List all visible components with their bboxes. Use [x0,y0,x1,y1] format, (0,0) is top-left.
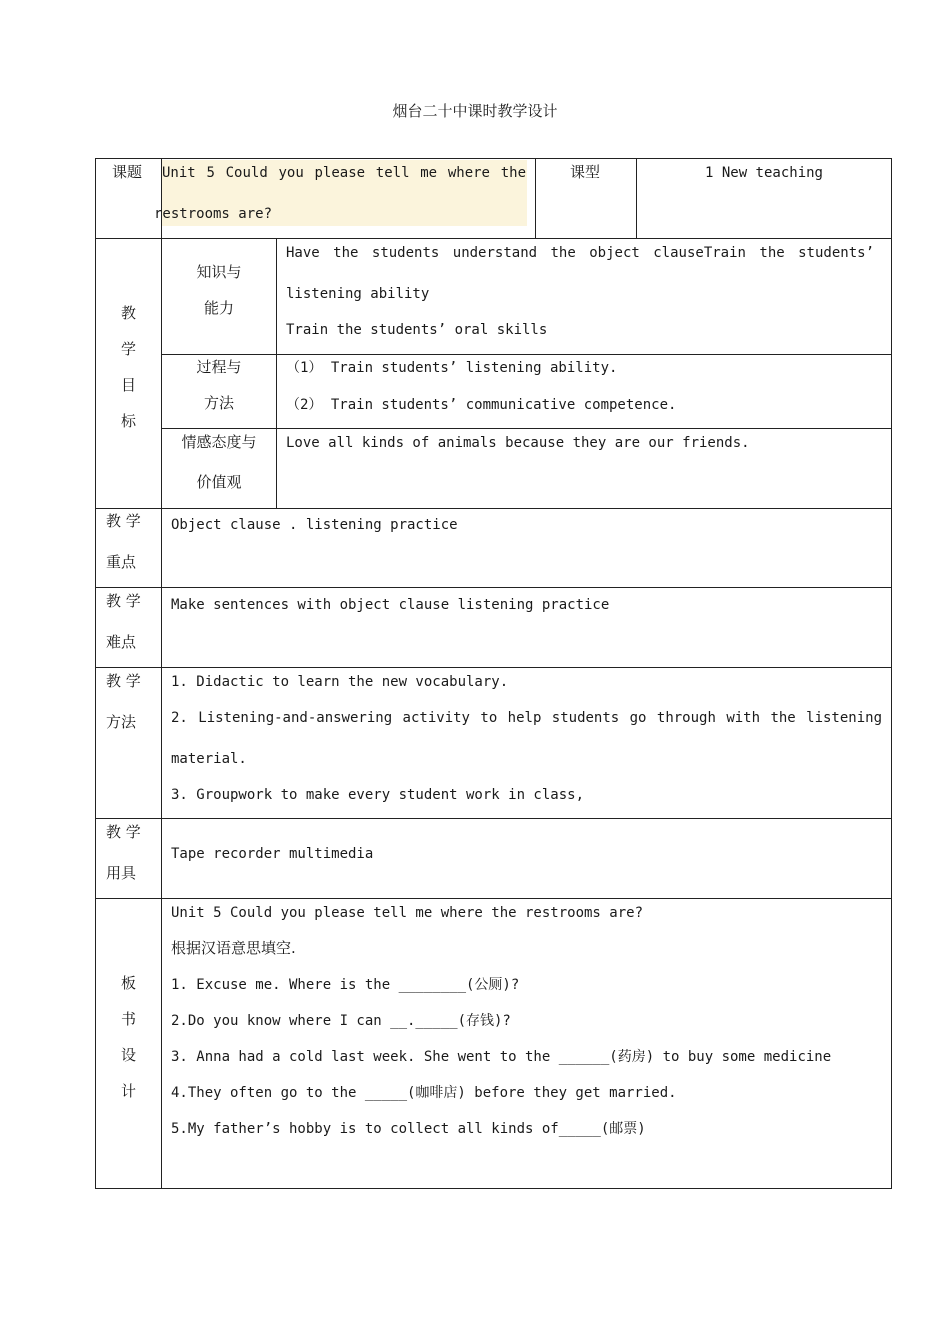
difficulties-text: Make sentences with object clause listening practice [171,597,610,613]
board-item-4: 4.They often go to the _____(咖啡店) before they get married. [171,1085,677,1101]
page-title: 烟台二十中课时教学设计 [392,102,558,120]
emotion-label-2: 价值观 [196,473,242,491]
topic-value-line1: Unit 5 Could you please tell me where the [162,165,526,181]
board-title: Unit 5 Could you please tell me where the restrooms are? [171,905,644,921]
knowledge-label-1: 知识与 [196,263,242,281]
knowledge-label-2: 能力 [203,299,234,317]
knowledge-text-line2: listening ability [286,286,430,302]
methods-line2: 2. Listening-and-answering activity to help students go through with the listening [171,710,882,726]
topic-value-line2: restrooms are? [154,206,273,222]
methods-line3: material. [171,751,247,767]
methods-line4: 3. Groupwork to make every student work in class, [171,787,585,803]
process-label-1: 过程与 [196,358,242,376]
methods-line1: 1. Didactic to learn the new vocabulary. [171,674,509,690]
objectives-side-label-4: 标 [121,412,137,430]
process-text-line2: （2） Train students’ communicative competence. [286,397,677,413]
lesson-type-label: 课型 [570,163,601,181]
methods-label-1: 教 学 [106,672,141,690]
board-item-1: 1. Excuse me. Where is the ________(公厕)? [171,977,520,993]
emotion-label-1: 情感态度与 [181,433,257,451]
tools-text: Tape recorder multimedia [171,846,374,862]
board-item-2: 2.Do you know where I can __._____(存钱)? [171,1013,511,1029]
key-points-text: Object clause . listening practice [171,517,458,533]
methods-label-2: 方法 [106,713,137,731]
objectives-side-label-1: 教 [121,304,137,322]
objectives-side-label-2: 学 [121,340,137,358]
topic-label: 课题 [112,163,143,181]
board-label-4: 计 [121,1082,137,1100]
board-label-2: 书 [121,1010,137,1028]
difficulties-label-2: 难点 [106,633,137,651]
tools-label-2: 用具 [106,864,137,882]
objectives-side-label-3: 目 [121,376,137,394]
tools-label-1: 教 学 [106,823,141,841]
knowledge-text-line3: Train the students’ oral skills [286,322,548,338]
board-label-3: 设 [121,1046,137,1064]
board-item-3: 3. Anna had a cold last week. She went to the ______(药房) to buy some medicine [171,1049,832,1065]
key-points-label-2: 重点 [106,553,137,571]
process-label-2: 方法 [203,394,234,412]
board-item-5: 5.My father’s hobby is to collect all kinds of_____(邮票) [171,1121,646,1137]
knowledge-text-line1: Have the students understand the object clauseTrain the students’ [286,245,874,261]
board-label-1: 板 [121,974,137,992]
process-text-line1: （1） Train students’ listening ability. [286,360,618,376]
key-points-label-1: 教 学 [106,512,141,530]
difficulties-label-1: 教 学 [106,592,141,610]
emotion-text: Love all kinds of animals because they are our friends. [286,435,750,451]
lesson-type-value: 1 New teaching [704,165,823,181]
board-instruction: 根据汉语意思填空. [171,939,296,957]
